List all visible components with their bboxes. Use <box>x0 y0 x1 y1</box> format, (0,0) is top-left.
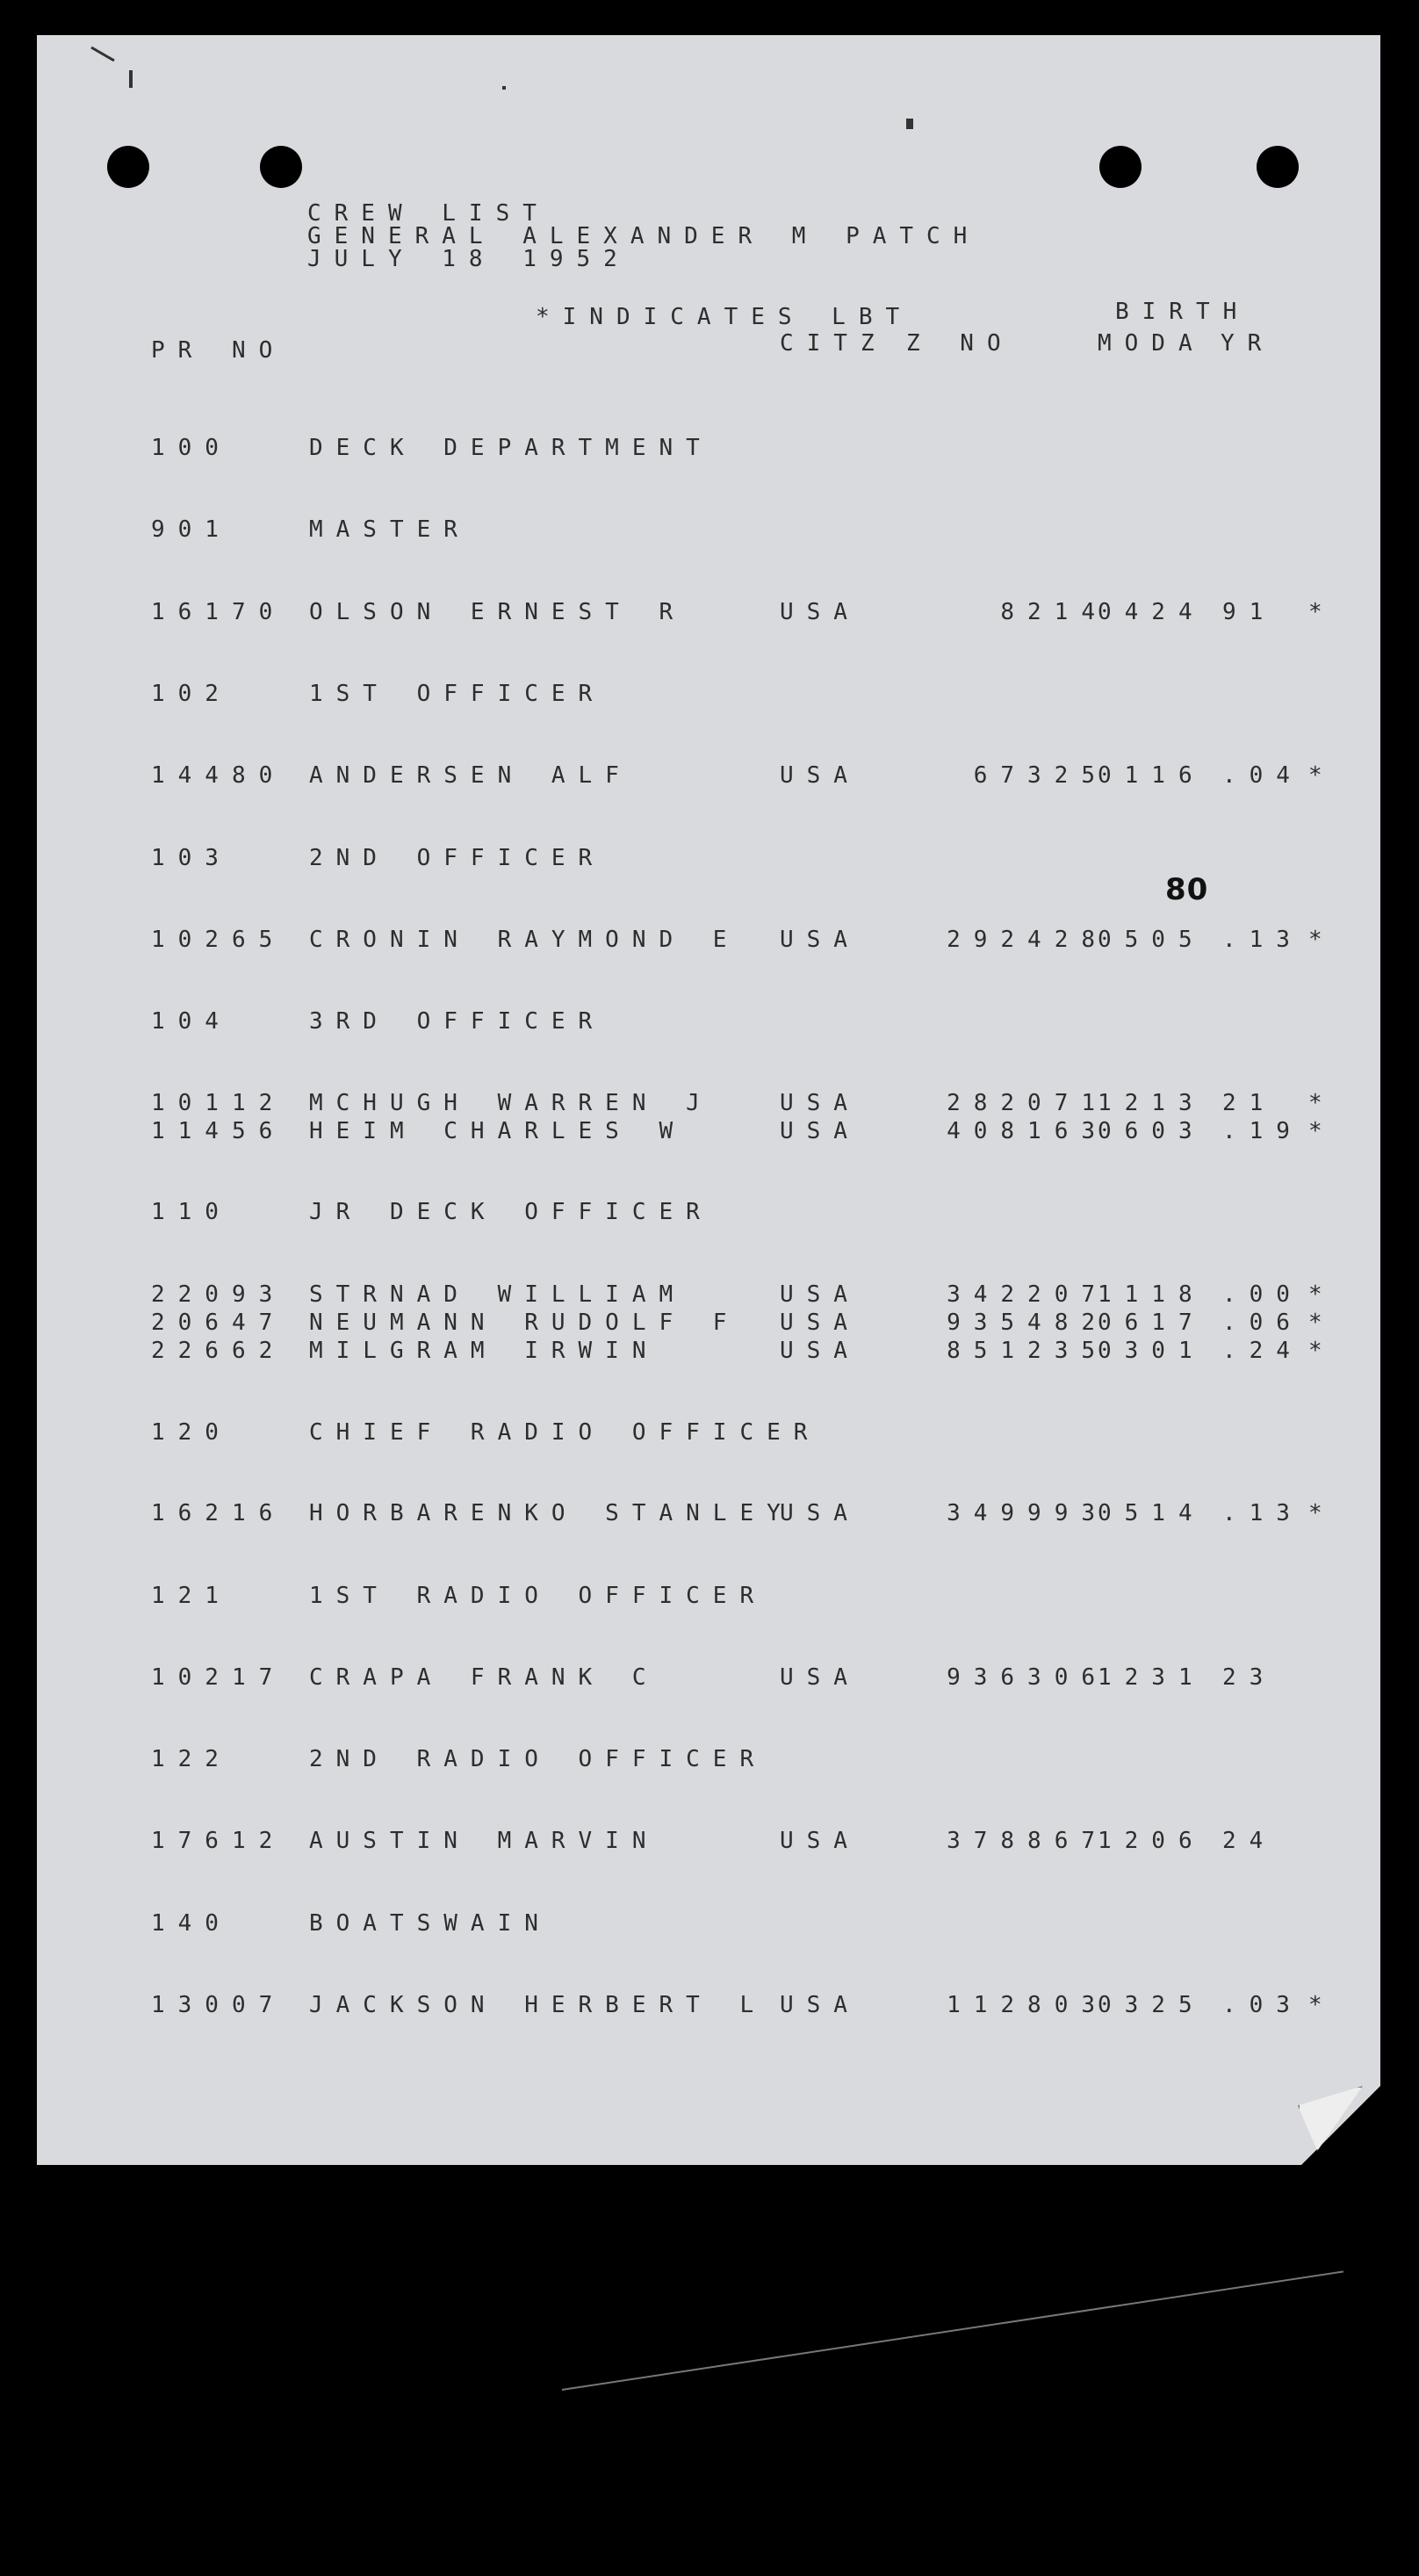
rank-heading: 2ND OFFICER <box>309 845 606 871</box>
crew-name: MCHUGH WARREN J <box>309 1090 713 1116</box>
birth-year: .13 <box>1222 1500 1303 1526</box>
birth-year: 24 <box>1222 1828 1277 1854</box>
col-header-citz: CITZ <box>780 330 888 357</box>
birth-moda: 0603 <box>1098 1118 1206 1144</box>
birth-year: .03 <box>1222 1992 1303 2018</box>
lbt-mark: * <box>1308 1090 1336 1116</box>
lbt-mark: * <box>1308 927 1336 953</box>
pr-number: 16216 <box>151 1500 286 1526</box>
pr-number: 104 <box>151 1008 232 1035</box>
paper-speck <box>90 47 114 62</box>
ship-name: GENERAL ALEXANDER M PATCH <box>307 223 981 249</box>
z-number: 851235 <box>947 1338 1108 1364</box>
citizenship: USA <box>780 762 861 789</box>
pr-number: 121 <box>151 1583 232 1609</box>
punch-hole <box>1099 146 1142 188</box>
pr-number: 20647 <box>151 1310 286 1336</box>
birth-moda: 1118 <box>1098 1281 1206 1308</box>
pr-number: 901 <box>151 516 232 543</box>
lbt-mark: * <box>1308 762 1336 789</box>
crew-name: CRONIN RAYMOND E <box>309 927 740 953</box>
birth-year: .24 <box>1222 1338 1303 1364</box>
z-number: 349993 <box>947 1500 1108 1526</box>
col-header-moda: MODA <box>1098 330 1206 357</box>
pr-number: 103 <box>151 845 232 871</box>
pr-number: 10112 <box>151 1090 286 1116</box>
rank-heading: JR DECK OFFICER <box>309 1199 713 1225</box>
z-number: 8214 <box>1000 599 1108 625</box>
paper-speck <box>502 86 506 90</box>
pr-number: 14480 <box>151 762 286 789</box>
lbt-mark: * <box>1308 599 1336 625</box>
crew-name: MILGRAM IRWIN <box>309 1338 659 1364</box>
birth-year: 91 <box>1222 599 1277 625</box>
birth-moda: 1231 <box>1098 1664 1206 1691</box>
pr-number: 22662 <box>151 1338 286 1364</box>
pr-number: 10265 <box>151 927 286 953</box>
citizenship: USA <box>780 927 861 953</box>
z-number: 67325 <box>973 762 1108 789</box>
birth-moda: 0301 <box>1098 1338 1206 1364</box>
legend: *INDICATES LBT <box>536 304 913 330</box>
lbt-mark: * <box>1308 1500 1336 1526</box>
birth-moda: 0325 <box>1098 1992 1206 2018</box>
birth-moda: 0116 <box>1098 762 1206 789</box>
rank-heading: 2ND RADIO OFFICER <box>309 1746 767 1772</box>
citizenship: USA <box>780 599 861 625</box>
z-number: 408163 <box>947 1118 1108 1144</box>
lbt-mark: * <box>1308 1338 1336 1364</box>
z-number: 935482 <box>947 1310 1108 1336</box>
scanner-scratch <box>562 2270 1343 2391</box>
pr-number: 22093 <box>151 1281 286 1308</box>
citizenship: USA <box>780 1992 861 2018</box>
rank-heading: 1ST OFFICER <box>309 681 606 707</box>
birth-moda: 1213 <box>1098 1090 1206 1116</box>
page-number-stamp: 80 <box>1165 872 1209 907</box>
birth-moda: 1206 <box>1098 1828 1206 1854</box>
crew-list-sheet <box>37 35 1380 2165</box>
birth-year: .00 <box>1222 1281 1303 1308</box>
rank-heading: 3RD OFFICER <box>309 1008 606 1035</box>
z-number: 378867 <box>947 1828 1108 1854</box>
doc-date: JULY 18 1952 <box>307 246 630 272</box>
pr-number: 102 <box>151 681 232 707</box>
col-header-yr: YR <box>1221 330 1275 357</box>
citizenship: USA <box>780 1500 861 1526</box>
rank-heading: BOATSWAIN <box>309 1910 551 1937</box>
birth-moda: 0505 <box>1098 927 1206 953</box>
birth-year: 21 <box>1222 1090 1277 1116</box>
col-header-pr-no: PR NO <box>151 337 286 364</box>
crew-name: NEUMANN RUDOLF F <box>309 1310 740 1336</box>
citizenship: USA <box>780 1338 861 1364</box>
z-number: 112803 <box>947 1992 1108 2018</box>
birth-moda: 0617 <box>1098 1310 1206 1336</box>
pr-number: 140 <box>151 1910 232 1937</box>
pr-number: 100 <box>151 435 232 461</box>
pr-number: 10217 <box>151 1664 286 1691</box>
punch-hole <box>1257 146 1299 188</box>
paper-speck <box>906 119 913 129</box>
punch-hole <box>107 146 149 188</box>
birth-year: 23 <box>1222 1664 1277 1691</box>
birth-moda: 0424 <box>1098 599 1206 625</box>
z-number: 936306 <box>947 1664 1108 1691</box>
pr-number: 120 <box>151 1419 232 1446</box>
pr-number: 11456 <box>151 1118 286 1144</box>
lbt-mark: * <box>1308 1118 1336 1144</box>
lbt-mark: * <box>1308 1992 1336 2018</box>
citizenship: USA <box>780 1090 861 1116</box>
pr-number: 110 <box>151 1199 232 1225</box>
department-heading: DECK DEPARTMENT <box>309 435 713 461</box>
z-number: 292428 <box>947 927 1108 953</box>
pr-number: 16170 <box>151 599 286 625</box>
pr-number: 17612 <box>151 1828 286 1854</box>
citizenship: USA <box>780 1310 861 1336</box>
punch-hole <box>260 146 302 188</box>
pr-number: 122 <box>151 1746 232 1772</box>
lbt-mark: * <box>1308 1281 1336 1308</box>
citizenship: USA <box>780 1118 861 1144</box>
rank-heading: MASTER <box>309 516 471 543</box>
crew-name: STRNAD WILLIAM <box>309 1281 687 1308</box>
citizenship: USA <box>780 1664 861 1691</box>
paper-speck <box>129 70 133 88</box>
birth-year: .19 <box>1222 1118 1303 1144</box>
pr-number: 13007 <box>151 1992 286 2018</box>
rank-heading: 1ST RADIO OFFICER <box>309 1583 767 1609</box>
rank-heading: CHIEF RADIO OFFICER <box>309 1419 821 1446</box>
col-header-z-no: Z NO <box>906 330 1014 357</box>
crew-name: HEIM CHARLES W <box>309 1118 687 1144</box>
crew-name: HORBARENKO STANLEY <box>309 1500 794 1526</box>
z-number: 342207 <box>947 1281 1108 1308</box>
birth-label: BIRTH <box>1115 299 1250 325</box>
birth-moda: 0514 <box>1098 1500 1206 1526</box>
citizenship: USA <box>780 1828 861 1854</box>
citizenship: USA <box>780 1281 861 1308</box>
crew-name: AUSTIN MARVIN <box>309 1828 659 1854</box>
birth-year: .13 <box>1222 927 1303 953</box>
crew-name: JACKSON HERBERT L <box>309 1992 767 2018</box>
crew-name: CRAPA FRANK C <box>309 1664 659 1691</box>
z-number: 282071 <box>947 1090 1108 1116</box>
birth-year: .04 <box>1222 762 1303 789</box>
crew-name: OLSON ERNEST R <box>309 599 687 625</box>
birth-year: .06 <box>1222 1310 1303 1336</box>
doc-title: CREW LIST <box>307 200 550 227</box>
crew-name: ANDERSEN ALF <box>309 762 632 789</box>
lbt-mark: * <box>1308 1310 1336 1336</box>
